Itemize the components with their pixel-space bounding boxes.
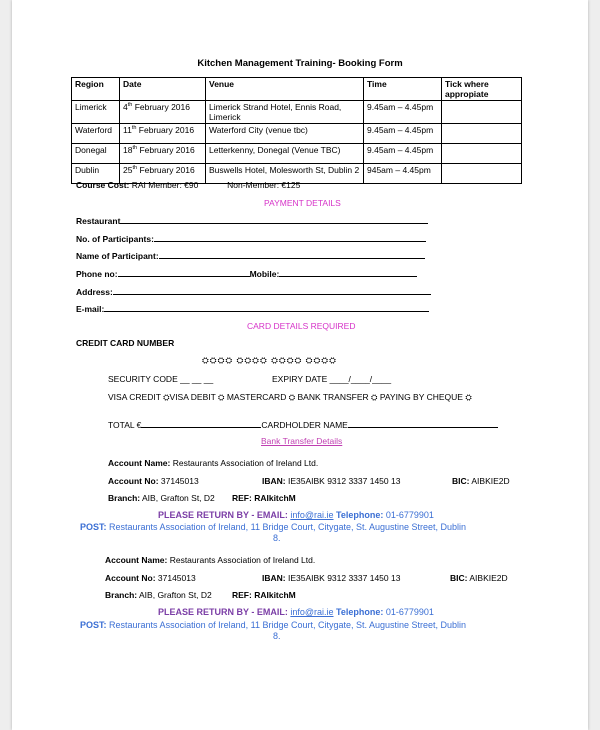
- document-page: [12, 0, 588, 730]
- return-label: PLEASE RETURN BY - EMAIL:: [158, 510, 288, 520]
- option-cheque[interactable]: PAYING BY CHEQUE: [379, 392, 463, 402]
- ref-line: REF: RAIkitchM: [232, 493, 296, 503]
- email-input-line[interactable]: [104, 303, 429, 312]
- bic-line: BIC: AIBKIE2D: [452, 476, 510, 486]
- cell-time: 945am – 4.45pm: [364, 164, 442, 184]
- cell-tick[interactable]: [442, 144, 522, 164]
- return-line: [158, 607, 434, 617]
- payment-method-options: [108, 392, 472, 403]
- ref-line: REF: RAIkitchM: [232, 590, 296, 600]
- course-cost-label: Course Cost:: [76, 180, 130, 190]
- post-line-2: 8.: [273, 533, 281, 543]
- total-label: TOTAL €: [108, 420, 142, 430]
- cell-date: 11th February 2016: [120, 124, 206, 144]
- cell-date: 18th February 2016: [120, 144, 206, 164]
- address-field[interactable]: [76, 286, 431, 297]
- expiry-date-field[interactable]: EXPIRY DATE ____/____/____: [272, 374, 392, 384]
- account-name-line: Account Name: Restaurants Association of Ireland Ltd.: [108, 458, 319, 468]
- email-label: E-mail:: [76, 304, 105, 314]
- return-label: PLEASE RETURN BY - EMAIL:: [158, 607, 288, 617]
- restaurant-field[interactable]: [76, 215, 428, 226]
- total-holder-line: [108, 419, 498, 430]
- account-no-line: Account No: 37145013: [105, 573, 196, 583]
- form-title: Kitchen Management Training- Booking Form: [197, 58, 403, 69]
- cell-venue: Buswells Hotel, Molesworth St, Dublin 2: [206, 164, 364, 184]
- checkbox-icon[interactable]: ⛭: [288, 393, 296, 402]
- option-bank-transfer[interactable]: BANK TRANSFER: [297, 392, 369, 402]
- branch-line: Branch: AIB, Grafton St, D2: [108, 493, 215, 503]
- participant-name-label: Name of Participant:: [76, 251, 159, 261]
- participants-field[interactable]: [76, 233, 426, 244]
- card-details-heading: CARD DETAILS REQUIRED: [247, 321, 356, 331]
- restaurant-label: Restaurant: [76, 216, 121, 226]
- telephone-value: 01-6779901: [383, 607, 434, 617]
- payment-details-heading: PAYMENT DETAILS: [264, 198, 341, 208]
- post-line: POST: Restaurants Association of Ireland, 11 Bridge Court, Citygate, St. Augustine Street, Dublin: [80, 522, 467, 532]
- email-field[interactable]: [76, 303, 429, 314]
- cell-region: Dublin: [72, 164, 120, 184]
- total-input-line[interactable]: [141, 419, 261, 428]
- cell-venue: Letterkenny, Donegal (Venue TBC): [206, 144, 364, 164]
- address-input-line[interactable]: [113, 286, 431, 295]
- participants-input-line[interactable]: [154, 233, 426, 242]
- return-line: [158, 510, 434, 520]
- header-region: Region: [72, 78, 120, 101]
- address-label: Address:: [76, 287, 113, 297]
- iban-line: IBAN: IE35AIBK 9312 3337 1450 13: [262, 573, 401, 583]
- cell-date: 25th February 2016: [120, 164, 206, 184]
- cell-region: Limerick: [72, 101, 120, 124]
- checkbox-icon[interactable]: ⛭: [465, 393, 472, 402]
- post-line: POST: Restaurants Association of Ireland, 11 Bridge Court, Citygate, St. Augustine Street, Dublin: [80, 620, 467, 630]
- cell-date: 4th February 2016: [120, 101, 206, 124]
- participant-name-input-line[interactable]: [159, 250, 425, 259]
- cardholder-label: CARDHOLDER NAME: [261, 420, 348, 430]
- card-number-placeholder[interactable]: ⛭⛭⛭⛭ ⛭⛭⛭⛭ ⛭⛭⛭⛭ ⛭⛭⛭⛭: [202, 355, 337, 365]
- restaurant-input-line[interactable]: [120, 215, 428, 224]
- course-cost-non-member: Non-Member: €125: [227, 180, 301, 190]
- mobile-input-line[interactable]: [279, 268, 417, 277]
- header-tick: Tick where appropiate: [442, 78, 522, 101]
- telephone-label: Telephone:: [336, 510, 384, 520]
- cell-venue: Waterford City (venue tbc): [206, 124, 364, 144]
- account-no-line: Account No: 37145013: [108, 476, 199, 486]
- bank-transfer-heading: Bank Transfer Details: [261, 436, 343, 446]
- email-link[interactable]: info@rai.ie: [290, 607, 334, 617]
- option-mastercard[interactable]: MASTERCARD: [226, 392, 287, 402]
- training-schedule-table: [71, 77, 522, 184]
- table-row: [72, 124, 522, 144]
- cell-venue: Limerick Strand Hotel, Ennis Road, Limerick: [206, 101, 364, 124]
- checkbox-icon[interactable]: ⛭: [163, 393, 170, 402]
- email-link[interactable]: info@rai.ie: [290, 510, 334, 520]
- course-cost-member: RAI Member: €90: [129, 180, 199, 190]
- cell-tick[interactable]: [442, 124, 522, 144]
- branch-line: Branch: AIB, Grafton St, D2: [105, 590, 212, 600]
- table-row: [72, 101, 522, 124]
- cell-time: 9.45am – 4.45pm: [364, 101, 442, 124]
- checkbox-icon[interactable]: ⛭: [218, 393, 225, 402]
- phone-input-line[interactable]: [118, 268, 250, 277]
- phone-label: Phone no:: [76, 269, 118, 279]
- cell-time: 9.45am – 4.45pm: [364, 144, 442, 164]
- cell-region: Donegal: [72, 144, 120, 164]
- header-time: Time: [364, 78, 442, 101]
- bic-line: BIC: AIBKIE2D: [450, 573, 508, 583]
- account-name-line: Account Name: Restaurants Association of Ireland Ltd.: [105, 555, 316, 565]
- header-venue: Venue: [206, 78, 364, 101]
- option-visa-credit[interactable]: VISA CREDIT: [108, 392, 161, 402]
- post-line-2: 8.: [273, 631, 281, 641]
- cell-tick[interactable]: [442, 101, 522, 124]
- participant-name-field[interactable]: [76, 250, 425, 261]
- cell-tick[interactable]: [442, 164, 522, 184]
- telephone-label: Telephone:: [336, 607, 384, 617]
- mobile-label: Mobile:: [249, 269, 280, 279]
- participants-label: No. of Participants:: [76, 234, 154, 244]
- credit-card-number-label: CREDIT CARD NUMBER: [76, 338, 175, 348]
- table-row: [72, 144, 522, 164]
- cardholder-input-line[interactable]: [348, 419, 498, 428]
- header-date: Date: [120, 78, 206, 101]
- iban-line: IBAN: IE35AIBK 9312 3337 1450 13: [262, 476, 401, 486]
- security-code-field[interactable]: SECURITY CODE __ __ __: [108, 374, 214, 384]
- cell-time: 9.45am – 4.45pm: [364, 124, 442, 144]
- option-visa-debit[interactable]: VISA DEBIT: [169, 392, 216, 402]
- course-cost-line: [76, 180, 300, 190]
- checkbox-icon[interactable]: ⛭: [371, 393, 378, 402]
- cell-region: Waterford: [72, 124, 120, 144]
- table-header-row: [72, 78, 522, 101]
- phone-field[interactable]: [76, 268, 417, 279]
- telephone-value: 01-6779901: [383, 510, 434, 520]
